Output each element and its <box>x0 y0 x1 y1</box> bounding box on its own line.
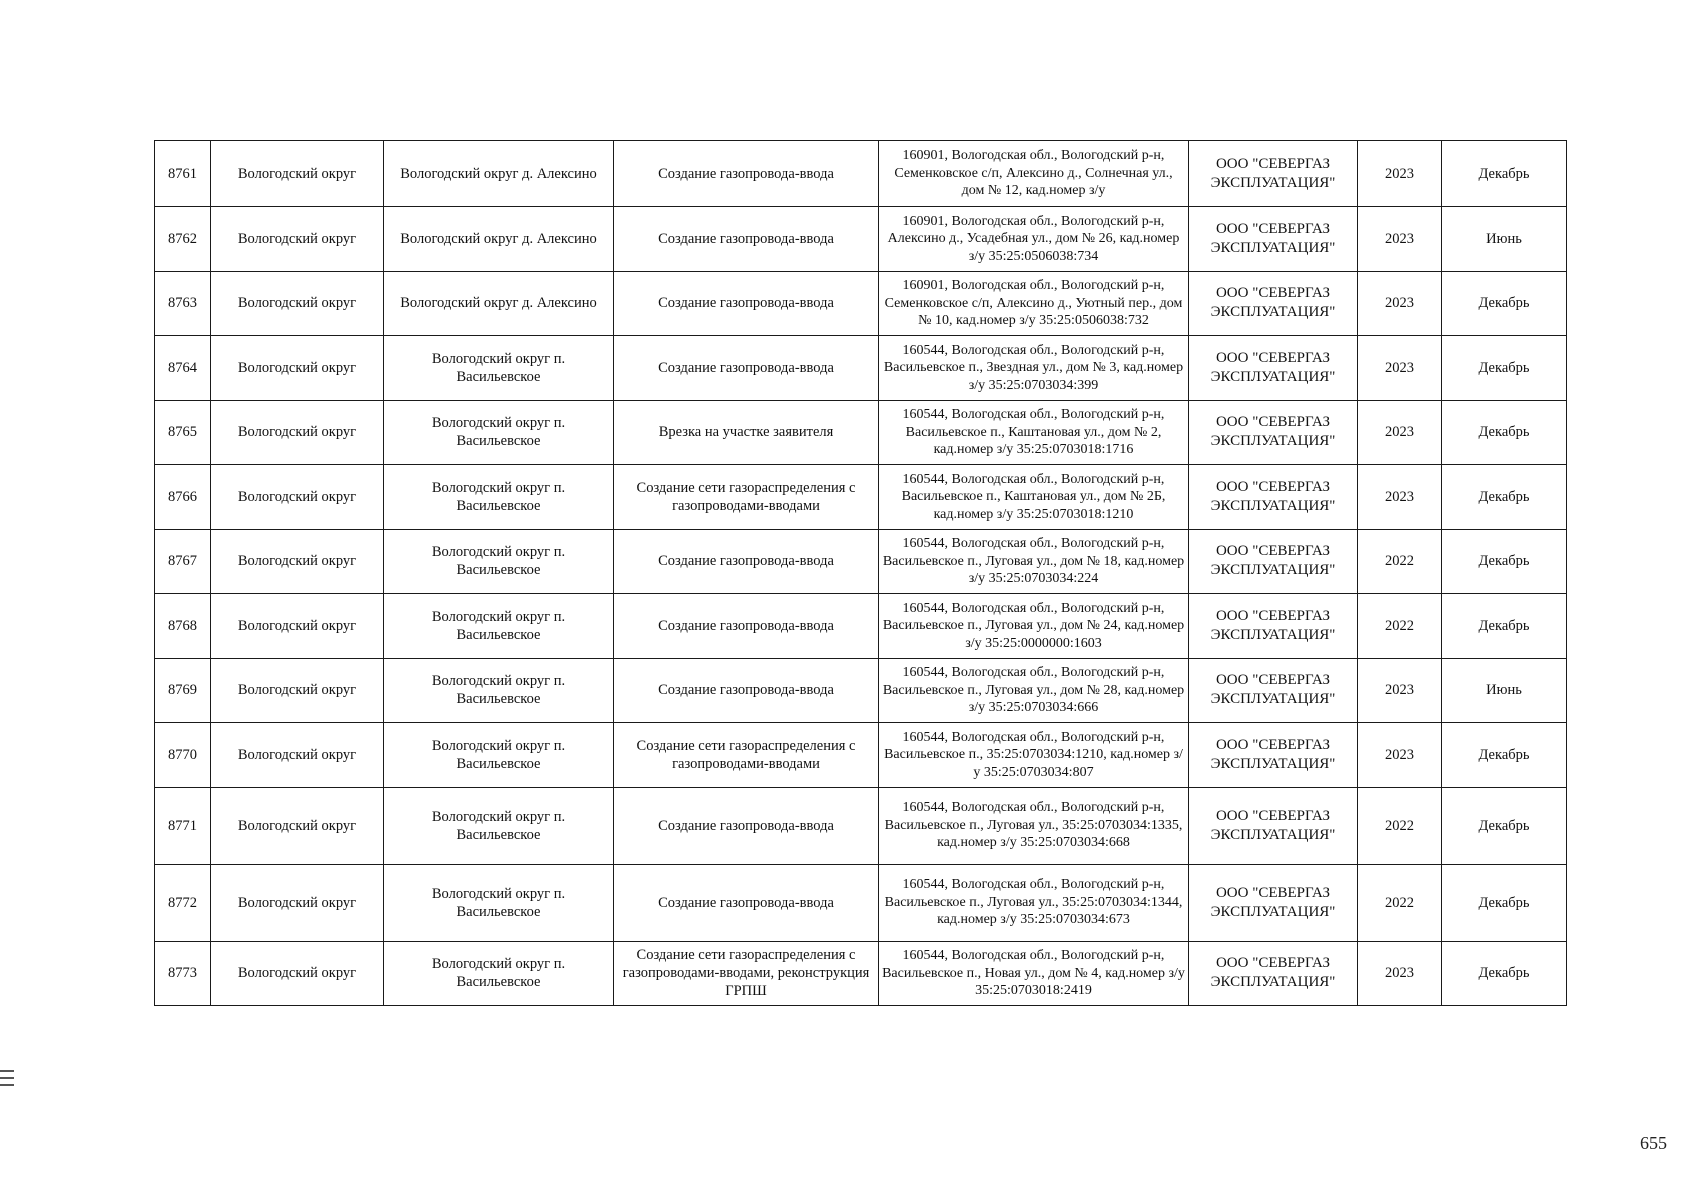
cell-district: Вологодский округ <box>211 400 384 465</box>
cell-organization: ООО "СЕВЕРГАЗ ЭКСПЛУАТАЦИЯ" <box>1189 141 1358 207</box>
cell-number: 8761 <box>155 141 211 207</box>
cell-address: 160901, Вологодская обл., Вологодский р-н, Алексино д., Усадебная ул., дом № 26, кад.номер з/у 35:25:0506038:734 <box>879 207 1189 272</box>
cell-year: 2023 <box>1358 336 1442 401</box>
table-row <box>155 864 1567 941</box>
cell-organization: ООО "СЕВЕРГАЗ ЭКСПЛУАТАЦИЯ" <box>1189 594 1358 659</box>
cell-locality: Вологодский округ п. Васильевское <box>384 787 614 864</box>
cell-organization: ООО "СЕВЕРГАЗ ЭКСПЛУАТАЦИЯ" <box>1189 941 1358 1006</box>
table-row <box>155 141 1567 207</box>
cell-locality: Вологодский округ п. Васильевское <box>384 658 614 723</box>
cell-month: Декабрь <box>1442 864 1567 941</box>
cell-work-type: Создание сети газораспределения с газопроводами-вводами, реконструкция ГРПШ <box>614 941 879 1006</box>
cell-month: Декабрь <box>1442 465 1567 530</box>
cell-organization: ООО "СЕВЕРГАЗ ЭКСПЛУАТАЦИЯ" <box>1189 787 1358 864</box>
cell-locality: Вологодский округ п. Васильевское <box>384 336 614 401</box>
cell-month: Июнь <box>1442 207 1567 272</box>
cell-organization: ООО "СЕВЕРГАЗ ЭКСПЛУАТАЦИЯ" <box>1189 529 1358 594</box>
table-row <box>155 400 1567 465</box>
cell-locality: Вологодский округ д. Алексино <box>384 207 614 272</box>
gasification-table <box>154 140 1567 1006</box>
cell-number: 8766 <box>155 465 211 530</box>
table-row <box>155 941 1567 1006</box>
table-row <box>155 465 1567 530</box>
cell-year: 2023 <box>1358 658 1442 723</box>
cell-organization: ООО "СЕВЕРГАЗ ЭКСПЛУАТАЦИЯ" <box>1189 336 1358 401</box>
cell-work-type: Создание сети газораспределения с газопроводами-вводами <box>614 723 879 788</box>
cell-district: Вологодский округ <box>211 529 384 594</box>
cell-locality: Вологодский округ д. Алексино <box>384 141 614 207</box>
table-row <box>155 658 1567 723</box>
cell-work-type: Создание газопровода-ввода <box>614 141 879 207</box>
cell-organization: ООО "СЕВЕРГАЗ ЭКСПЛУАТАЦИЯ" <box>1189 864 1358 941</box>
cell-month: Июнь <box>1442 658 1567 723</box>
cell-address: 160544, Вологодская обл., Вологодский р-н, Васильевское п., Звездная ул., дом № 3, кад.номер з/у 35:25:0703034:399 <box>879 336 1189 401</box>
cell-year: 2022 <box>1358 594 1442 659</box>
cell-year: 2023 <box>1358 400 1442 465</box>
cell-work-type: Создание газопровода-ввода <box>614 336 879 401</box>
cell-organization: ООО "СЕВЕРГАЗ ЭКСПЛУАТАЦИЯ" <box>1189 465 1358 530</box>
cell-month: Декабрь <box>1442 941 1567 1006</box>
cell-district: Вологодский округ <box>211 864 384 941</box>
cell-number: 8767 <box>155 529 211 594</box>
cell-locality: Вологодский округ п. Васильевское <box>384 594 614 659</box>
cell-district: Вологодский округ <box>211 594 384 659</box>
cell-address: 160544, Вологодская обл., Вологодский р-н, Васильевское п., Луговая ул., дом № 18, кад.номер з/у 35:25:0703034:224 <box>879 529 1189 594</box>
cell-number: 8771 <box>155 787 211 864</box>
cell-year: 2023 <box>1358 271 1442 336</box>
cell-month: Декабрь <box>1442 594 1567 659</box>
cell-year: 2023 <box>1358 465 1442 530</box>
cell-month: Декабрь <box>1442 787 1567 864</box>
cell-organization: ООО "СЕВЕРГАЗ ЭКСПЛУАТАЦИЯ" <box>1189 271 1358 336</box>
cell-number: 8762 <box>155 207 211 272</box>
cell-month: Декабрь <box>1442 271 1567 336</box>
cell-district: Вологодский округ <box>211 465 384 530</box>
cell-number: 8773 <box>155 941 211 1006</box>
cell-work-type: Создание сети газораспределения с газопроводами-вводами <box>614 465 879 530</box>
cell-address: 160901, Вологодская обл., Вологодский р-н, Семенковское с/п, Алексино д., Солнечная ул., дом № 12, кад.номер з/у <box>879 141 1189 207</box>
cell-work-type: Создание газопровода-ввода <box>614 207 879 272</box>
cell-number: 8770 <box>155 723 211 788</box>
cell-work-type: Создание газопровода-ввода <box>614 594 879 659</box>
cell-address: 160544, Вологодская обл., Вологодский р-н, Васильевское п., Каштановая ул., дом № 2, кад.номер з/у 35:25:0703018:1716 <box>879 400 1189 465</box>
cell-address: 160901, Вологодская обл., Вологодский р-н, Семенковское с/п, Алексино д., Уютный пер., дом № 10, кад.номер з/у 35:25:0506038:732 <box>879 271 1189 336</box>
cell-year: 2023 <box>1358 723 1442 788</box>
cell-number: 8763 <box>155 271 211 336</box>
cell-locality: Вологодский округ п. Васильевское <box>384 465 614 530</box>
cell-district: Вологодский округ <box>211 787 384 864</box>
cell-district: Вологодский округ <box>211 336 384 401</box>
cell-number: 8764 <box>155 336 211 401</box>
table-row <box>155 787 1567 864</box>
cell-year: 2022 <box>1358 787 1442 864</box>
table-row <box>155 723 1567 788</box>
cell-district: Вологодский округ <box>211 723 384 788</box>
cell-month: Декабрь <box>1442 141 1567 207</box>
cell-address: 160544, Вологодская обл., Вологодский р-н, Васильевское п., Новая ул., дом № 4, кад.номер з/у 35:25:0703018:2419 <box>879 941 1189 1006</box>
cell-work-type: Создание газопровода-ввода <box>614 658 879 723</box>
scan-margin-mark <box>0 1070 14 1100</box>
cell-locality: Вологодский округ д. Алексино <box>384 271 614 336</box>
cell-address: 160544, Вологодская обл., Вологодский р-н, Васильевское п., 35:25:0703034:1210, кад.номер з/у 35:25:0703034:807 <box>879 723 1189 788</box>
cell-work-type: Создание газопровода-ввода <box>614 271 879 336</box>
cell-work-type: Создание газопровода-ввода <box>614 864 879 941</box>
cell-district: Вологодский округ <box>211 941 384 1006</box>
cell-month: Декабрь <box>1442 723 1567 788</box>
cell-locality: Вологодский округ п. Васильевское <box>384 723 614 788</box>
cell-district: Вологодский округ <box>211 207 384 272</box>
cell-locality: Вологодский округ п. Васильевское <box>384 864 614 941</box>
cell-number: 8768 <box>155 594 211 659</box>
cell-address: 160544, Вологодская обл., Вологодский р-н, Васильевское п., Луговая ул., дом № 24, кад.номер з/у 35:25:0000000:1603 <box>879 594 1189 659</box>
cell-address: 160544, Вологодская обл., Вологодский р-н, Васильевское п., Каштановая ул., дом № 2Б, кад.номер з/у 35:25:0703018:1210 <box>879 465 1189 530</box>
cell-address: 160544, Вологодская обл., Вологодский р-н, Васильевское п., Луговая ул., 35:25:0703034:1335, кад.номер з/у 35:25:0703034:668 <box>879 787 1189 864</box>
cell-year: 2023 <box>1358 207 1442 272</box>
cell-organization: ООО "СЕВЕРГАЗ ЭКСПЛУАТАЦИЯ" <box>1189 723 1358 788</box>
cell-work-type: Создание газопровода-ввода <box>614 529 879 594</box>
cell-work-type: Создание газопровода-ввода <box>614 787 879 864</box>
table-row <box>155 271 1567 336</box>
table-row <box>155 529 1567 594</box>
cell-locality: Вологодский округ п. Васильевское <box>384 400 614 465</box>
cell-year: 2022 <box>1358 864 1442 941</box>
table-row <box>155 207 1567 272</box>
cell-work-type: Врезка на участке заявителя <box>614 400 879 465</box>
cell-address: 160544, Вологодская обл., Вологодский р-н, Васильевское п., Луговая ул., 35:25:0703034:1344, кад.номер з/у 35:25:0703034:673 <box>879 864 1189 941</box>
cell-organization: ООО "СЕВЕРГАЗ ЭКСПЛУАТАЦИЯ" <box>1189 207 1358 272</box>
cell-number: 8765 <box>155 400 211 465</box>
cell-year: 2023 <box>1358 941 1442 1006</box>
cell-organization: ООО "СЕВЕРГАЗ ЭКСПЛУАТАЦИЯ" <box>1189 400 1358 465</box>
page-number: 655 <box>1640 1133 1667 1153</box>
cell-district: Вологодский округ <box>211 271 384 336</box>
cell-month: Декабрь <box>1442 529 1567 594</box>
cell-locality: Вологодский округ п. Васильевское <box>384 529 614 594</box>
table-row <box>155 594 1567 659</box>
cell-year: 2023 <box>1358 141 1442 207</box>
cell-month: Декабрь <box>1442 400 1567 465</box>
cell-number: 8772 <box>155 864 211 941</box>
table-row <box>155 336 1567 401</box>
cell-district: Вологодский округ <box>211 141 384 207</box>
cell-locality: Вологодский округ п. Васильевское <box>384 941 614 1006</box>
cell-organization: ООО "СЕВЕРГАЗ ЭКСПЛУАТАЦИЯ" <box>1189 658 1358 723</box>
cell-district: Вологодский округ <box>211 658 384 723</box>
cell-year: 2022 <box>1358 529 1442 594</box>
cell-month: Декабрь <box>1442 336 1567 401</box>
cell-number: 8769 <box>155 658 211 723</box>
cell-address: 160544, Вологодская обл., Вологодский р-н, Васильевское п., Луговая ул., дом № 28, кад.номер з/у 35:25:0703034:666 <box>879 658 1189 723</box>
